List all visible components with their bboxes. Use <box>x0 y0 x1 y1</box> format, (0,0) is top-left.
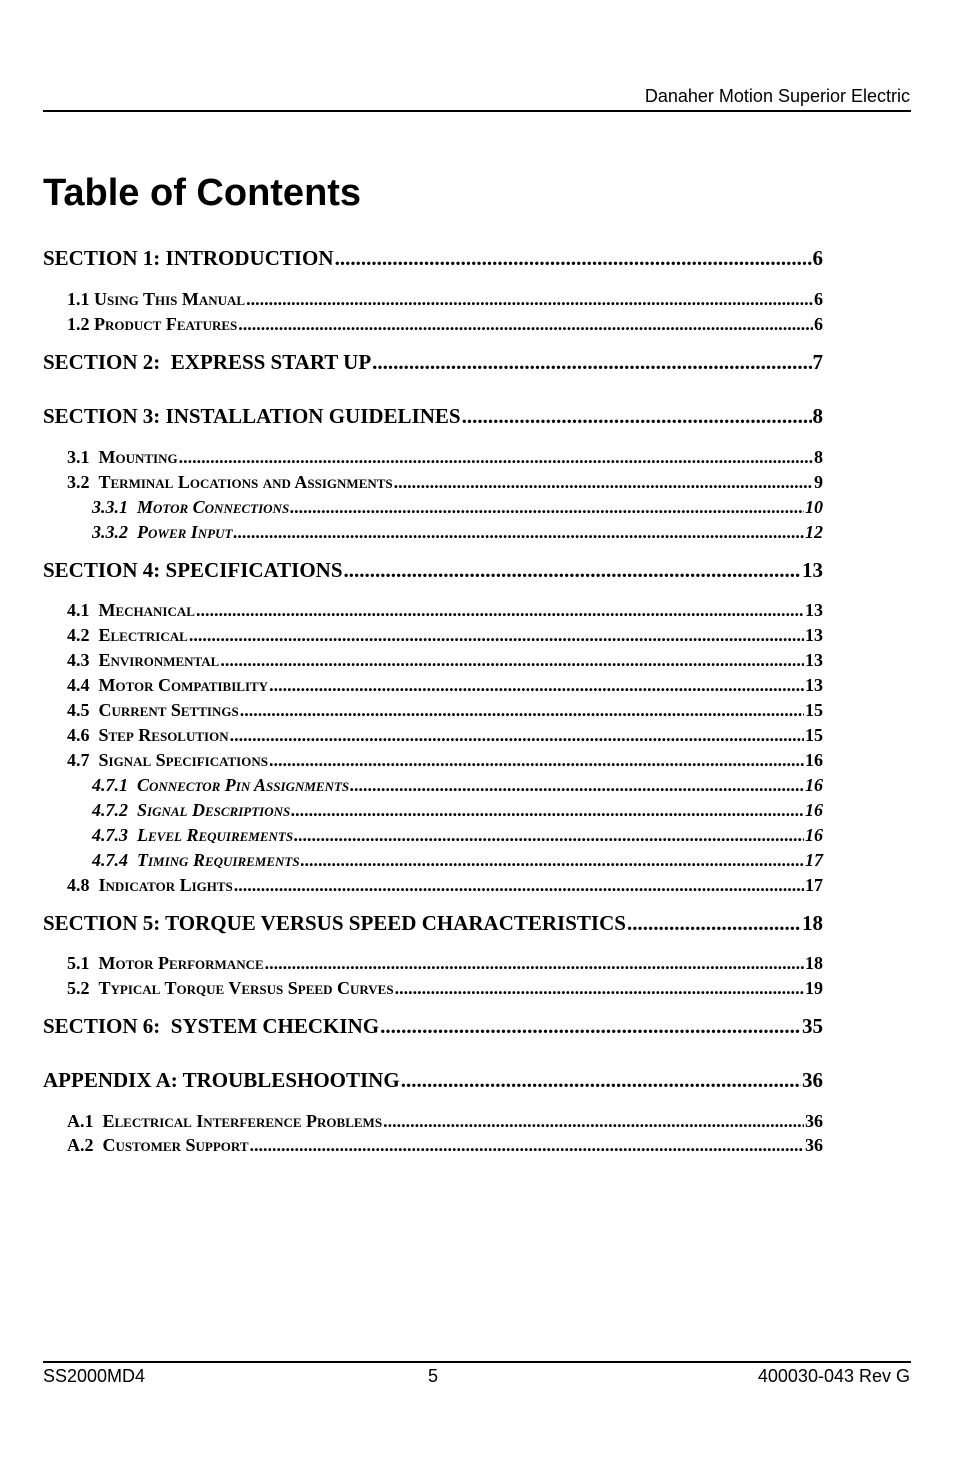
toc-leader <box>238 314 813 335</box>
toc-page: 16 <box>805 825 823 845</box>
toc-page: 13 <box>805 675 823 695</box>
toc-page: 15 <box>805 700 823 720</box>
toc-entry-3-3-1[interactable] <box>92 497 823 518</box>
toc-entry-4-7-3[interactable] <box>92 825 823 846</box>
toc-title: TORQUE VERSUS SPEED CHARACTERISTICS <box>165 911 626 935</box>
toc-title: Level Requirements <box>137 825 294 845</box>
toc-title: INTRODUCTION <box>165 246 334 270</box>
toc-title: Signal Descriptions <box>137 800 291 820</box>
toc-entry-1-2[interactable] <box>67 314 823 335</box>
toc-page: 10 <box>805 497 823 517</box>
toc-leader <box>395 978 804 999</box>
toc-title: Typical Torque Versus Speed Curves <box>98 978 394 998</box>
toc-title: SYSTEM CHECKING <box>170 1014 380 1038</box>
toc-number: 5.1 <box>67 953 90 973</box>
toc-page: 13 <box>802 558 823 582</box>
toc-number: SECTION 3: <box>43 404 161 428</box>
toc-number: SECTION 5: <box>43 911 161 935</box>
toc-leader <box>230 725 804 746</box>
toc-entry-section-3[interactable] <box>43 404 823 429</box>
toc-leader <box>240 700 804 721</box>
header-company: Danaher Motion Superior Electric <box>644 86 910 106</box>
toc-leader <box>179 447 813 468</box>
toc-page: 12 <box>805 522 823 542</box>
toc-title: Step Resolution <box>98 725 229 745</box>
toc-page: 19 <box>805 978 823 998</box>
toc-number: A.2 <box>67 1135 94 1155</box>
toc-leader <box>401 1068 801 1093</box>
toc-number: 4.8 <box>67 875 90 895</box>
toc-number: 3.1 <box>67 447 90 467</box>
toc-entry-4-3[interactable] <box>67 650 823 671</box>
toc-leader <box>250 1135 805 1156</box>
toc-entry-a-2[interactable] <box>67 1135 823 1156</box>
toc-number: 4.7.3 <box>92 825 128 845</box>
toc-entry-3-3-2[interactable] <box>92 522 823 543</box>
toc-entry-3-1[interactable] <box>67 447 823 468</box>
toc-title: Current Settings <box>98 700 239 720</box>
toc-leader <box>372 350 811 375</box>
toc-number: 4.6 <box>67 725 90 745</box>
toc-entry-1-1[interactable] <box>67 289 823 310</box>
toc-page: 16 <box>805 775 823 795</box>
toc-number: SECTION 6: <box>43 1014 161 1038</box>
toc-page: 16 <box>805 750 823 770</box>
toc-title: Connector Pin Assignments <box>137 775 350 795</box>
toc-page: 18 <box>802 911 823 935</box>
toc-leader <box>290 497 804 518</box>
toc-entry-5-2[interactable] <box>67 978 823 999</box>
toc-leader <box>344 558 801 583</box>
toc-page: 6 <box>812 246 823 270</box>
toc-page: 13 <box>805 650 823 670</box>
toc-page: 6 <box>814 289 823 309</box>
toc-number: 3.3.1 <box>92 497 128 517</box>
toc-page: 16 <box>805 800 823 820</box>
toc-leader <box>269 750 804 771</box>
toc-leader <box>394 472 813 493</box>
toc-entry-4-1[interactable] <box>67 600 823 621</box>
toc-page: 9 <box>814 472 823 492</box>
toc-page: 35 <box>802 1014 823 1038</box>
toc-number: 1.1 <box>67 289 90 309</box>
toc-page: 36 <box>805 1111 823 1131</box>
toc-entry-4-4[interactable] <box>67 675 823 696</box>
toc-title: INSTALLATION GUIDELINES <box>165 404 461 428</box>
toc-leader <box>220 650 804 671</box>
toc-page: 7 <box>812 350 823 374</box>
toc-title: Customer Support <box>102 1135 249 1155</box>
toc-leader <box>380 1014 801 1039</box>
toc-page: 18 <box>805 953 823 973</box>
toc-number: 4.7.1 <box>92 775 128 795</box>
toc-entry-4-7-1[interactable] <box>92 775 823 796</box>
toc-number: 4.7.4 <box>92 850 128 870</box>
toc-entry-4-5[interactable] <box>67 700 823 721</box>
toc-title: Environmental <box>98 650 220 670</box>
toc-entry-4-8[interactable] <box>67 875 823 896</box>
toc-entry-4-2[interactable] <box>67 625 823 646</box>
toc-leader <box>269 675 804 696</box>
toc-leader <box>462 404 812 429</box>
toc-entry-4-7-4[interactable] <box>92 850 823 871</box>
toc-title: Electrical Interference Problems <box>102 1111 383 1131</box>
toc-entry-appendix-a[interactable] <box>43 1068 823 1093</box>
toc-entry-4-7-2[interactable] <box>92 800 823 821</box>
toc-number: 4.7 <box>67 750 90 770</box>
toc-leader <box>301 850 804 871</box>
toc-number: SECTION 4: <box>43 558 161 582</box>
toc-title: Product Features <box>94 314 238 334</box>
toc-leader <box>383 1111 804 1132</box>
toc-leader <box>196 600 804 621</box>
toc-title: EXPRESS START UP <box>170 350 372 374</box>
footer-model: SS2000MD4 <box>43 1366 146 1386</box>
toc-leader <box>335 246 812 271</box>
page-title: Table of Contents <box>43 172 362 214</box>
toc-title: Electrical <box>98 625 188 645</box>
toc-number: 3.3.2 <box>92 522 128 542</box>
toc-page: 8 <box>814 447 823 467</box>
toc-page: 13 <box>805 600 823 620</box>
toc-page: 8 <box>812 404 823 428</box>
toc-number: 5.2 <box>67 978 90 998</box>
toc-title: Using This Manual <box>94 289 246 309</box>
toc-title: Timing Requirements <box>137 850 300 870</box>
toc-leader <box>350 775 804 796</box>
footer-page-number: 5 <box>428 1366 439 1386</box>
toc-title: TROUBLESHOOTING <box>182 1068 400 1092</box>
toc-entry-section-5[interactable] <box>43 911 823 936</box>
toc-leader <box>234 875 804 896</box>
toc-title: Motor Compatibility <box>98 675 269 695</box>
toc-title: Signal Specifications <box>98 750 268 770</box>
toc-page: 17 <box>805 850 823 870</box>
footer-rule <box>43 1361 911 1363</box>
toc-page: 6 <box>814 314 823 334</box>
toc-page: 15 <box>805 725 823 745</box>
toc-entry-section-4[interactable] <box>43 558 823 583</box>
toc-page: 17 <box>805 875 823 895</box>
toc-number: SECTION 2: <box>43 350 161 374</box>
toc-number: 4.7.2 <box>92 800 128 820</box>
toc-leader <box>246 289 813 310</box>
toc-number: 1.2 <box>67 314 90 334</box>
toc-title: Motor Connections <box>137 497 290 517</box>
toc-entry-section-6[interactable] <box>43 1014 823 1039</box>
toc-leader <box>265 953 804 974</box>
toc-title: Motor Performance <box>98 953 264 973</box>
toc-leader <box>627 911 801 936</box>
toc-number: 4.5 <box>67 700 90 720</box>
toc-number: SECTION 1: <box>43 246 161 270</box>
toc-title: Mounting <box>98 447 178 467</box>
toc-title: Terminal Locations and Assignments <box>98 472 393 492</box>
toc-number: 3.2 <box>67 472 90 492</box>
toc-title: Indicator Lights <box>98 875 233 895</box>
toc-leader <box>294 825 804 846</box>
toc-entry-5-1[interactable] <box>67 953 823 974</box>
footer-doc-number: 400030-043 Rev G <box>757 1366 910 1386</box>
toc-entry-a-1[interactable] <box>67 1111 823 1132</box>
toc-entry-4-7[interactable] <box>67 750 823 771</box>
toc-number: 4.1 <box>67 600 90 620</box>
toc-entry-section-1[interactable] <box>43 246 823 271</box>
toc-number: 4.3 <box>67 650 90 670</box>
toc-number: APPENDIX A: <box>43 1068 178 1092</box>
toc-entry-3-2[interactable] <box>67 472 823 493</box>
toc-number: 4.4 <box>67 675 90 695</box>
toc-page: 36 <box>802 1068 823 1092</box>
toc-title: Power Input <box>137 522 233 542</box>
toc-title: Mechanical <box>98 600 195 620</box>
toc-entry-section-2[interactable] <box>43 350 823 375</box>
toc-number: 4.2 <box>67 625 90 645</box>
toc-page: 13 <box>805 625 823 645</box>
toc-leader <box>291 800 804 821</box>
toc-title: SPECIFICATIONS <box>165 558 343 582</box>
toc-entry-4-6[interactable] <box>67 725 823 746</box>
toc-page: 36 <box>805 1135 823 1155</box>
toc-number: A.1 <box>67 1111 94 1131</box>
toc-leader <box>233 522 804 543</box>
toc-leader <box>189 625 804 646</box>
